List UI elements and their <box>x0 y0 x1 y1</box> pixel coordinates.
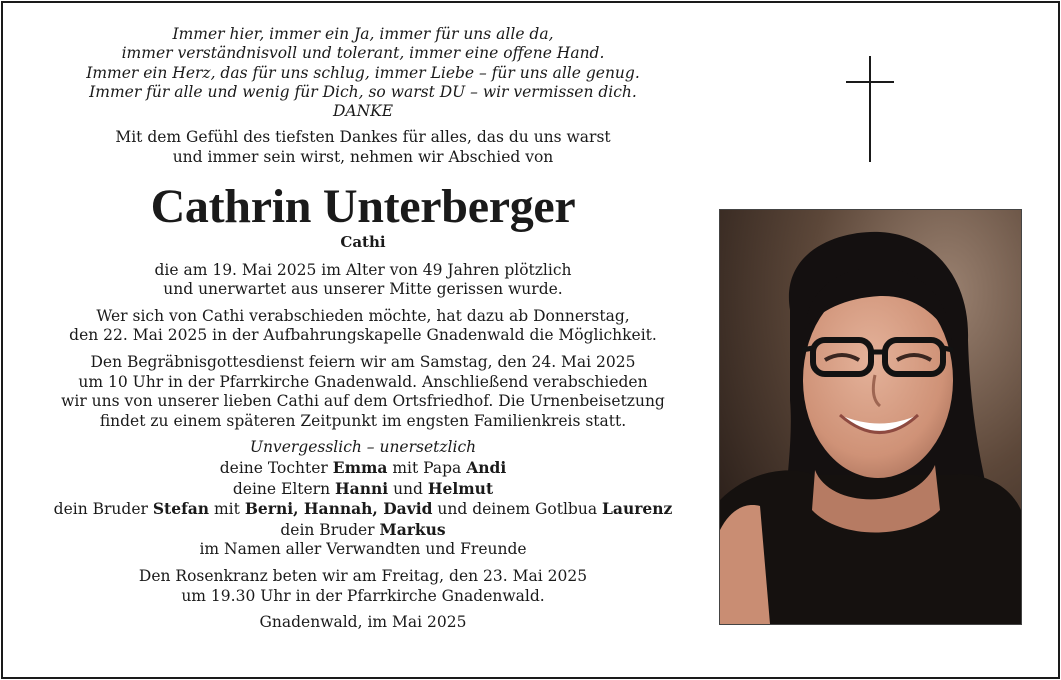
funeral-line: Den Begräbnisgottesdienst feiern wir am Samstag, den 24. Mai 2025 <box>90 353 636 372</box>
poem-line: Immer für alle und wenig für Dich, so warst DU – wir vermissen dich. <box>89 82 637 101</box>
funeral-line: wir uns von unserer lieben Cathi auf dem Ortsfriedhof. Die Urnenbeisetzung <box>61 392 665 411</box>
poem <box>43 25 683 121</box>
cross-icon <box>846 56 894 166</box>
obituary-text <box>43 25 683 633</box>
poem-line: DANKE <box>332 102 394 121</box>
intro <box>43 128 683 167</box>
intro-line: und immer sein wirst, nehmen wir Abschied von <box>172 148 554 167</box>
place-date: Gnadenwald, im Mai 2025 <box>259 613 467 632</box>
farewell-line: Wer sich von Cathi verabschieden möchte, hat dazu ab Donnerstag, <box>96 306 630 325</box>
deceased-name: Cathrin Unterberger <box>150 179 576 233</box>
intro-line: Mit dem Gefühl des tiefsten Dankes für alles, das du uns warst <box>115 128 611 147</box>
mourner-line: im Namen aller Verwandten und Freunde <box>199 540 527 559</box>
deceased-nickname: Cathi <box>340 232 386 251</box>
poem-line: immer verständnisvoll und tolerant, immer eine offene Hand. <box>121 44 605 63</box>
portrait-illustration <box>720 210 1021 624</box>
farewell-info <box>43 307 683 346</box>
poem-line: Immer hier, immer ein Ja, immer für uns alle da, <box>172 25 554 43</box>
funeral-line: um 10 Uhr in der Pfarrkirche Gnadenwald. Anschließend verabschieden <box>78 372 648 391</box>
obituary-card <box>1 1 1060 679</box>
mourners-subtitle: Unvergesslich – unersetzlich <box>249 438 477 457</box>
death-notice <box>43 261 683 300</box>
poem-line: Immer ein Herz, das für uns schlug, immer Liebe – für uns alle genug. <box>86 63 640 82</box>
mourner-line: dein Bruder Stefan mit Berni, Hannah, David und deinem Gotlbua Laurenz <box>53 499 673 519</box>
death-notice-line: und unerwartet aus unserer Mitte gerissen wurde. <box>163 280 563 299</box>
death-notice-line: die am 19. Mai 2025 im Alter von 49 Jahren plötzlich <box>154 260 572 279</box>
funeral-line: findet zu einem späteren Zeitpunkt im engsten Familienkreis statt. <box>99 411 627 430</box>
rosary-info <box>43 567 683 606</box>
farewell-line: den 22. Mai 2025 in der Aufbahrungskapelle Gnadenwald die Möglichkeit. <box>69 326 657 345</box>
rosary-line: Den Rosenkranz beten wir am Freitag, den 23. Mai 2025 <box>138 566 588 585</box>
portrait-photo <box>719 209 1022 625</box>
mourner-line: deine Eltern Hanni und Helmut <box>232 478 494 498</box>
mourners <box>43 438 683 560</box>
mourner-line: dein Bruder Markus <box>280 519 446 539</box>
mourner-line: deine Tochter Emma mit Papa Andi <box>219 458 507 478</box>
rosary-line: um 19.30 Uhr in der Pfarrkirche Gnadenwald. <box>181 586 545 605</box>
funeral-info <box>43 353 683 431</box>
